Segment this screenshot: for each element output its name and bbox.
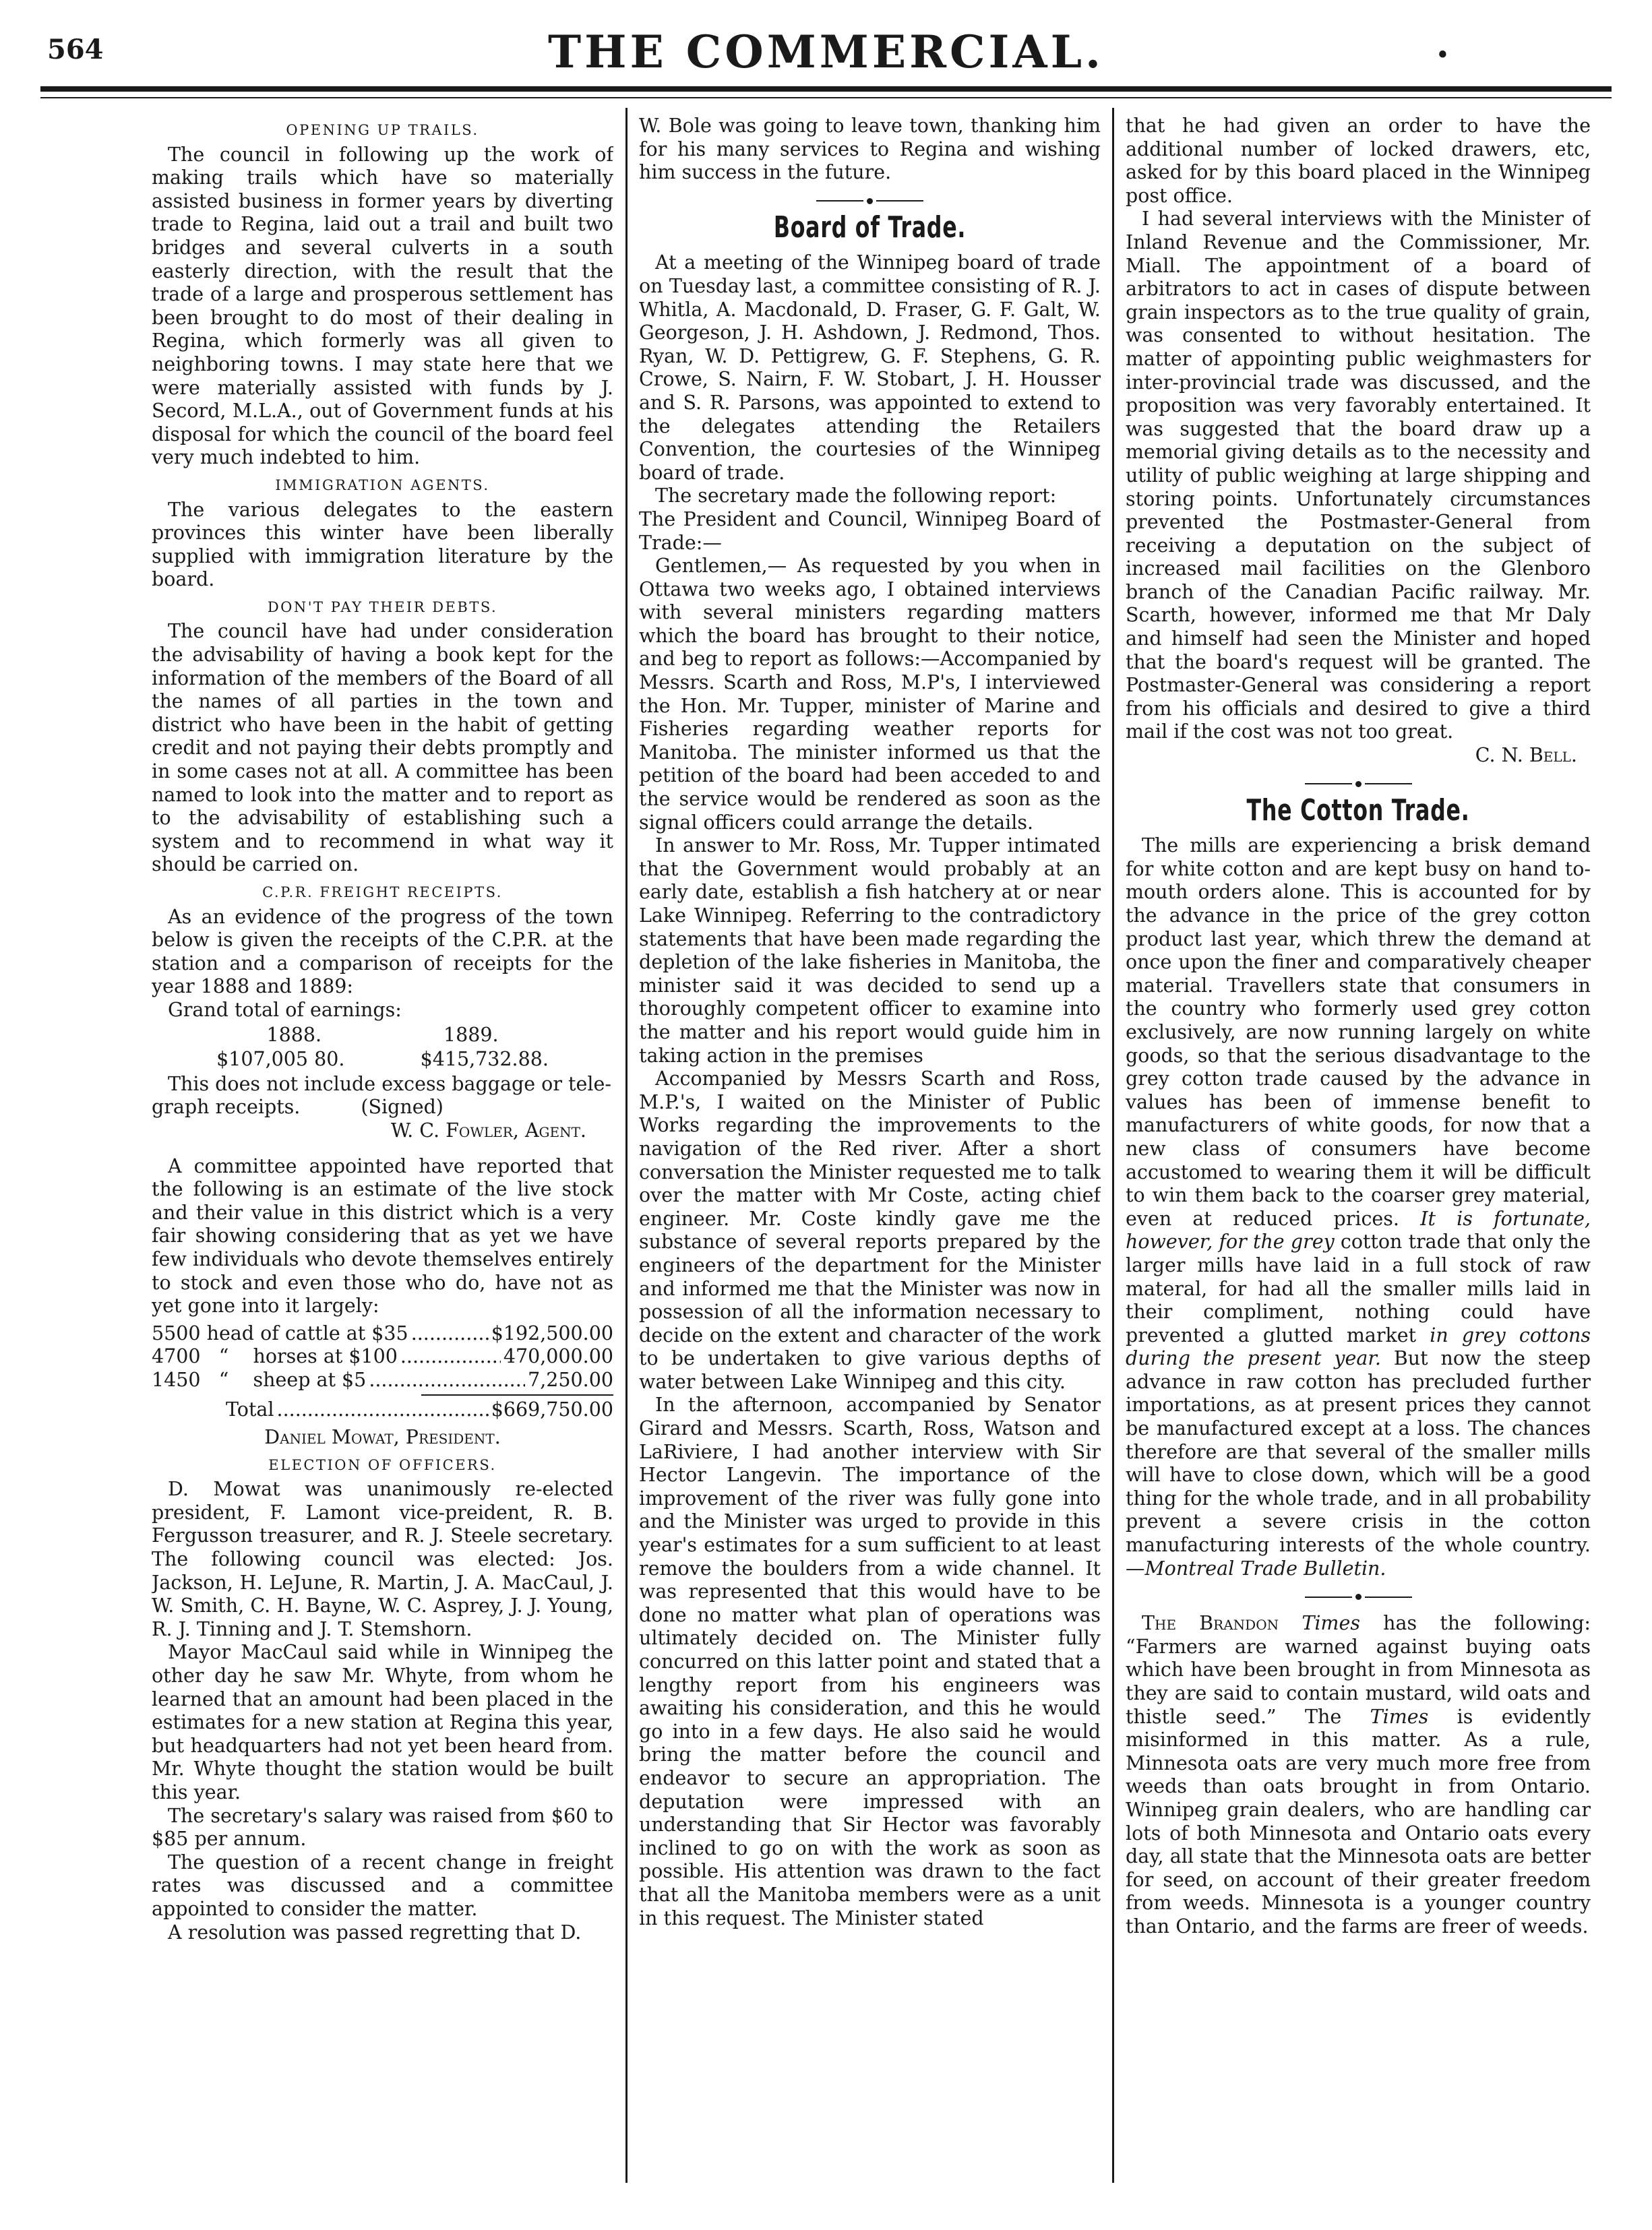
paragraph-meeting: At a meeting of the Winnipeg board of trade on Tuesday last, a committee consisting of R. J. Whitla, A. Macdonald, D. Fraser, G. F. Galt, W. Georgeson, J. H. Ashdown, J. Redmond, Thos. Ryan, W. D. Pettigrew, G. F. Stephens, G. R. Crowe, S. Nairn, F. W. Stobart, J. H. Housser and S. R. Parsons, was appointed to extend to the delegates attending the Retailers Convention, the courtesies of the Winnipeg board of trade. [639, 251, 1101, 484]
brandon-text-2: has the following: “Farmers are warned against buying oats which have been brought in from Minnesota as they are said to contain mustard, wild oats and thistle seed.” The [1126, 1612, 1591, 1728]
page-number: 564 [47, 34, 104, 65]
paragraph-gentlemen: Gentlemen,— As requested by you when in Ottawa two weeks ago, I obtained interviews with several ministers regarding matters which the board has brought to their notice, and beg to report as follows:—Accompanied by Messrs. Scarth and Ross, M.P's, I interviewed the Hon. Mr. Tupper, minister of Marine and Fisheries regarding weather reports for Manitoba. The minister informed us that the petition of the board had been acceded to and the service would be rendered as soon as the signal officers could arrange the details. [639, 555, 1101, 834]
paragraph-inland-revenue: I had several interviews with the Minister of Inland Revenue and the Commissioner, Mr. Miall. The appointment of a board of arbitrators to act in cases of dispute between grain inspectors as to the true quality of grain, was consented to without hesitation. The matter of appointing public weighmasters for inter-provincial trade was discussed, and the proposition was very favorably entertained. It was suggested that the board draw up a memorial giving details as to the necessity and utility of public weighing at large shipping and storing points. Unfortunately circumstances prevented the Postmaster-General from receiving a deputation on the subject of increased mail facilities on the Glenboro branch of the Canadian Pacific railway. Mr. Scarth, however, informed me that Mr Daly and himself had seen the Minister and hoped that the board's request will be granted. The Postmaster-General was considering a report from his officials and desired to give a third mail if the cost was not too great. [1126, 208, 1591, 743]
paragraph-salary: The secretary's salary was raised from $60 to $85 per annum. [152, 1804, 613, 1851]
signed-label: (Signed) [361, 1096, 443, 1119]
masthead-rule-thick [40, 86, 1612, 92]
brandon-text-3: is evidently misinformed in this matter. As a rule, Minnesota oats are very much more free from weeds than oats brought in from Ontario. Winnipeg grain dealers, who are handling car lots of both Minnesota and Ontario oats every day, all state that the Minnesota oats are better for seed, on account of their greater freedom from weeds. Minnesota is a younger country than Ontario, and the farms are freer of weeds. [1126, 1705, 1591, 1938]
headline-cotton-trade: The Cotton Trade. [1246, 793, 1470, 828]
paragraph-maccaul: Mayor MacCaul said while in Winnipeg the other day he saw Mr. Whyte, from whom he learned that an amount had been placed in the estimates for a new station at Regina this year, but headquarters had not yet been heard from. Mr. Whyte thought the station would be built this year. [152, 1641, 613, 1803]
column-3 [1126, 115, 1591, 2204]
ledger-value: 470,000.00 [503, 1345, 613, 1368]
ledger-label: 5500 head of cattle at $35 [152, 1322, 408, 1344]
paragraph-ross: In answer to Mr. Ross, Mr. Tupper intimated that the Government would probably at an early date, establish a fish hatchery at or near Lake Winnipeg. Referring to the contradictory statements that have been made regarding the depletion of the lake fisheries in Manitoba, the minister said it was decided to send up a thoroughly competent officer to examine into the matter and his report would guide him in taking action in the premises [639, 834, 1101, 1067]
cotton-text-3: But now the steep advance in raw cotton has precluded further importations, as at present prices they cannot be manufactured except at a loss. The chances therefore are that several of the smaller mills will have to close down, which will be a good thing for the whole trade, and in all probability prevent a severe crisis in the cotton manufacturing interests of the whole country.— [1126, 1347, 1591, 1580]
paragraph-rates: The question of a recent change in freight rates was discussed and a committee appointed to consider the matter. [152, 1851, 613, 1920]
ledger-total-label: Total [226, 1398, 274, 1421]
subhead-immigration-agents: IMMIGRATION AGENTS. [275, 476, 490, 493]
ledger-row [152, 1322, 613, 1346]
paragraph-secretary: The secretary made the following report: [655, 485, 1057, 507]
ledger-value: $192,500.00 [491, 1322, 613, 1344]
subhead-debts: DON'T PAY THEIR DEBTS. [267, 598, 498, 615]
paragraph-bole: W. Bole was going to leave town, thanking him for his many services to Regina and wishing him success in the future. [639, 115, 1101, 184]
cotton-italic-2: in grey cottons during the present year. [1126, 1324, 1591, 1370]
paragraph-freight: As an evidence of the progress of the town below is given the receipts of the C.P.R. at the station and a comparison of receipts for the year 1888 and 1889: [152, 905, 613, 998]
cotton-italic-1: It is fortunate, however, for the grey [1126, 1207, 1591, 1253]
cotton-text-1: The mills are experiencing a brisk demand for white cotton and are kept busy on hand to-mouth orders alone. This is accounted for by the advance in the price of the grey cotton product last year, which threw the demand at once upon the finer and comparatively cheaper material. Travellers state that consumers in the country who formerly used grey cotton exclusively, are now running largely on white goods, so that the serious disadvantage to the grey cotton trade caused by the advance in values has been of immense benefit to manufacturers of white goods, for now that a new class of consumers have become accustomed to wearing them it will be difficult to win them back to the coarser grey material, even at reduced prices. [1126, 834, 1591, 1230]
section-separator [639, 198, 1101, 204]
earnings-years [152, 1024, 613, 1047]
paragraph-exclusions-line-1: This does not include excess baggage or tele- [168, 1072, 611, 1095]
headline-board-of-trade: Board of Trade. [773, 210, 967, 245]
brandon-times-1: Times [1302, 1612, 1360, 1635]
masthead-title: THE COMMERCIAL. [547, 26, 1105, 78]
column-2 [639, 115, 1101, 2204]
amount-1889: $415,732.88. [420, 1048, 549, 1071]
masthead-rule-thin [40, 97, 1612, 98]
column-divider-1 [625, 108, 628, 2183]
cotton-source: Montreal Trade Bulletin. [1144, 1557, 1386, 1580]
paragraph-election: D. Mowat was unanimously re-elected president, F. Lamont vice-preident, R. B. Fergusson treasurer, and R. J. Steele secretary. The following council was elected: Jos. Jackson, H. LeJune, R. Martin, J. A. MacCaul, J. W. Smith, C. H. Bayne, W. C. Asprey, J. J. Young, R. J. Tinning and J. T. Stemshorn. [152, 1478, 613, 1640]
paragraph-address: The President and Council, Winnipeg Board of Trade:— [639, 507, 1101, 554]
column-1 [152, 115, 613, 2204]
grand-total-label: Grand total of earnings: [168, 998, 402, 1021]
signature-fowler: W. C. Fowler, Agent. [390, 1119, 586, 1142]
paragraph-afternoon: In the afternoon, accompanied by Senator Girard and Messrs. Scarth, Ross, Watson and LaRiviere, I had another interview with Sir Hector Langevin. The importance of the improvement of the river was fully gone into and the Minister was urged to provide in this year's estimates for a sum sufficient to at least remove the boulders from a wide channel. It was represented that this would have to be done no matter what plan of operations was ultimately decided on. The Minister fully concurred on this latter point and stated that a lengthy report from his engineers was awaiting his consideration, and this he would go into in a few days. He also said he would bring the matter before the council and endeavor to secure an appropriation. The deputation were impressed with an understanding that Sir Hector was favorably inclined to go on with the work as soon as possible. His attention was drawn to the fact that all the Manitoba members were as a unit in this request. The Minister stated [639, 1394, 1101, 1929]
brandon-text-1: The Brandon [1142, 1612, 1279, 1635]
livestock-ledger [152, 1322, 613, 1422]
ledger-row [152, 1369, 613, 1392]
cotton-text-2: cotton trade that only the larger mills have laid in a full stock of raw materal, for had all the smaller mills laid in their compliment, nothing could have prevented a glutted market [1126, 1231, 1591, 1346]
column-divider-2 [1112, 108, 1114, 2183]
signature-bell: C. N. Bell. [1475, 744, 1577, 767]
paragraph-immigration: The various delegates to the eastern provinces this winter have been liberally supplied with immigration literature by the board. [152, 498, 613, 591]
ledger-value: 7,250.00 [528, 1368, 613, 1391]
paragraph-committee: A committee appointed have reported that the following is an estimate of the live stock and their value in this district which is a very fair showing considering that as yet we have few individuals who devote themselves entirely to stock and even those who do, have not as yet gone into it largely: [152, 1154, 613, 1318]
subhead-opening-trails: OPENING UP TRAILS. [286, 122, 479, 138]
ledger-row [152, 1345, 613, 1369]
subhead-freight-receipts: C.P.R. FREIGHT RECEIPTS. [262, 884, 503, 900]
paragraph-cotton [1126, 834, 1591, 1580]
year-1889: 1889. [443, 1023, 499, 1046]
ledger-total-row [152, 1398, 613, 1422]
year-1888: 1888. [266, 1023, 322, 1046]
section-separator [1126, 781, 1591, 787]
paragraph-debts: The council have had under consideration the advisability of having a book kept for the information of the members of the Board of all the names of all parties in the town and district who have been in the habit of getting credit and not paying their debts promptly and in some cases not at all. A committee has been named to look into the matter and to report as to the advisability of establishing such a system and to recommend in what way it should be carried on. [152, 620, 613, 876]
paragraph-brandon [1126, 1612, 1591, 1938]
paragraph-trails: The council in following up the work of making trails which have so materially assisted business in former years by diverting trade to Regina, laid out a trail and built two bridges and several culverts in a south easterly direction, with the result that the trade of a large and prosperous settlement has been brought to do most of their dealing in Regina, which formerly was all given to neighboring towns. I may state here that we were materially assisted with funds by J. Secord, M.L.A., out of Government funds at his disposal for which the council of the board feel very much indebted to him. [152, 143, 613, 469]
subhead-election: ELECTION OF OFFICERS. [268, 1456, 497, 1473]
masthead-mark: • [1435, 42, 1450, 69]
exclusion-text: graph receipts. [152, 1096, 301, 1119]
section-separator [1126, 1594, 1591, 1600]
brandon-times-2: Times [1370, 1705, 1429, 1728]
ledger-label: 4700 “ horses at $100 [152, 1345, 398, 1368]
earnings-amounts [152, 1048, 613, 1072]
ledger-total-value: $669,750.00 [491, 1398, 613, 1421]
paragraph-resolution: A resolution was passed regretting that D. [168, 1921, 582, 1944]
amount-1888: $107,005 80. [216, 1048, 345, 1071]
signature-mowat: Daniel Mowat, President. [264, 1426, 501, 1449]
paragraph-exclusions-line-2 [152, 1096, 613, 1119]
ledger-label: 1450 “ sheep at $5 [152, 1368, 367, 1391]
paragraph-public-works: Accompanied by Messrs Scarth and Ross, M.P.'s, I waited on the Minister of Public Works regarding the improvements to the navigation of the Red river. After a short conversation the Minister requested me to talk over the matter with Mr Coste, acting chief engineer. Mr. Coste kindly gave me the substance of several reports prepared by the engineers of the department for the Minister and informed me that the Minister was now in possession of all the information necessary to decide on the extent and character of the work to be undertaken to give various depths of water between Lake Winnipeg and this city. [639, 1067, 1101, 1393]
paragraph-continuation: that he had given an order to have the additional number of locked drawers, etc, asked for by this board placed in the Winnipeg post office. [1126, 115, 1591, 207]
